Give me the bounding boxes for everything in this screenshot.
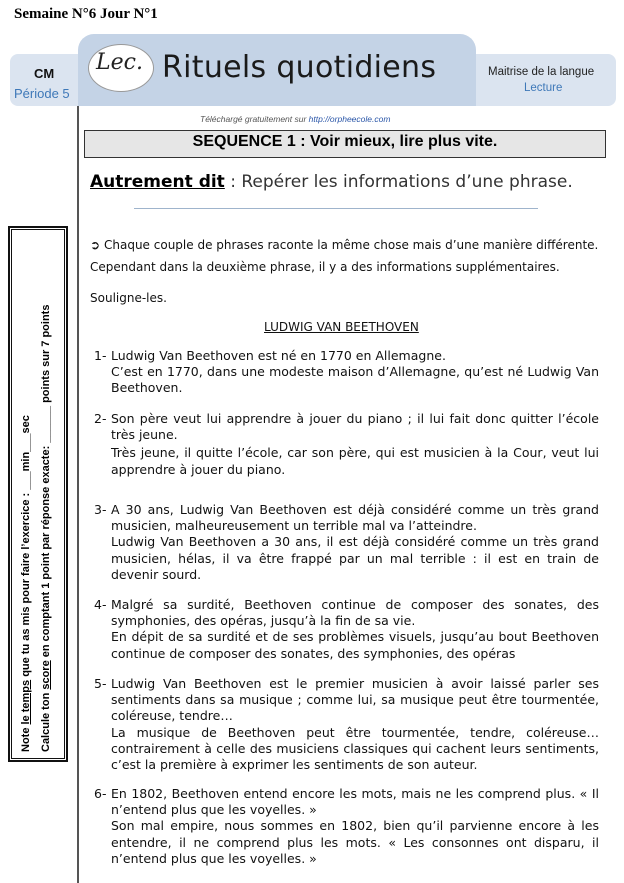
exercise-heading <box>90 172 573 192</box>
domain-label: Maitrise de la langue <box>488 66 595 78</box>
time-note: Note le temps que tu as mis pour faire l’exercice : ___min___sec <box>20 415 32 752</box>
lec-logo-text: Lec. <box>96 50 143 75</box>
exercise-subtitle: Repérer les informations d’une phrase. <box>241 172 573 192</box>
instruction-1: ➲ Chaque couple de phrases raconte la même chose mais d’une manière différente. <box>90 238 599 252</box>
arrow-icon: ➲ <box>90 238 101 252</box>
download-prefix: Téléchargé gratuitement sur <box>200 114 309 124</box>
list-item: 2- Son père veut lui apprendre à jouer du piano ; il lui fait donc quitter l’école très jeune. Très jeune, il quitte l’école, car son père, qui est musicien à la Cour, veut lui apprendre à jouer du piano. <box>94 411 599 477</box>
exercise-label: Autrement dit <box>90 172 225 192</box>
instruction-3: Souligne-les. <box>90 291 167 305</box>
list-item: 6- En 1802, Beethoven entend encore les mots, mais ne les comprend plus. « Il n’entend plus que les voyelles. » Son mal empire, nous sommes en 1802, bien qu’il parvienne encore à les entendre, il ne comprend plus les mots. « Les consonnes ont disparu, il n’entend plus que les voyelles. » <box>94 786 599 866</box>
download-link[interactable]: http://orpheecole.com <box>308 114 391 124</box>
sequence-title: SEQUENCE 1 : Voir mieux, lire plus vite. <box>192 133 498 150</box>
score-note: Calcule ton score en comptant 1 point par réponse exacte: ______ points sur 7 points <box>40 304 52 752</box>
heading-divider <box>134 208 538 209</box>
instruction-2: Cependant dans la deuxième phrase, il y a des informations supplémentaires. <box>90 260 560 274</box>
text-title: LUDWIG VAN BEETHOVEN <box>264 320 419 334</box>
margin-rule <box>77 106 79 883</box>
list-item: 5- Ludwig Van Beethoven est le premier musicien à avoir laissé parler ses sentiments dans sa musique ; comme lui, sa musique peut être tourmentée, coléreuse, tendre… La musique de Beethoven peut être tourmentée, tendre, coléreuse… contrairement à celle des musiciens classiques qui cachent leurs sentiments, c’est la première à exprimer les sentiments de son auteur. <box>94 676 599 773</box>
page-title: Rituels quotidiens <box>162 50 437 85</box>
exercise-separator: : <box>224 172 242 192</box>
download-notice <box>200 114 390 124</box>
week-day-label: Semaine N°6 Jour N°1 <box>14 6 158 22</box>
subject-label: Lecture <box>524 82 563 94</box>
level-label: CM <box>34 66 55 81</box>
list-item: 1- Ludwig Van Beethoven est né en 1770 en Allemagne. C’est en 1770, dans une modeste maison d’Allemagne, qu’est né Ludwig Van Beethoven. <box>94 348 599 396</box>
period-label: Période 5 <box>14 86 70 101</box>
list-item: 4- Malgré sa surdité, Beethoven continue de composer des sonates, des symphonies, des opéras, jusqu’à la fin de sa vie. En dépit de sa surdité et de ses problèmes visuels, jusqu’au bout Beethoven continue de composer des sonates, des symphonies, des opéras <box>94 597 599 661</box>
list-item: 3- A 30 ans, Ludwig Van Beethoven est déjà considéré comme un très grand musicien, malheureusement un terrible mal va l’atteindre. Ludwig Van Beethoven a 30 ans, il est déjà considéré comme un très grand musicien, hélas, il va être frappé par un mal terrible : il est en train de devenir sourd. <box>94 502 599 582</box>
